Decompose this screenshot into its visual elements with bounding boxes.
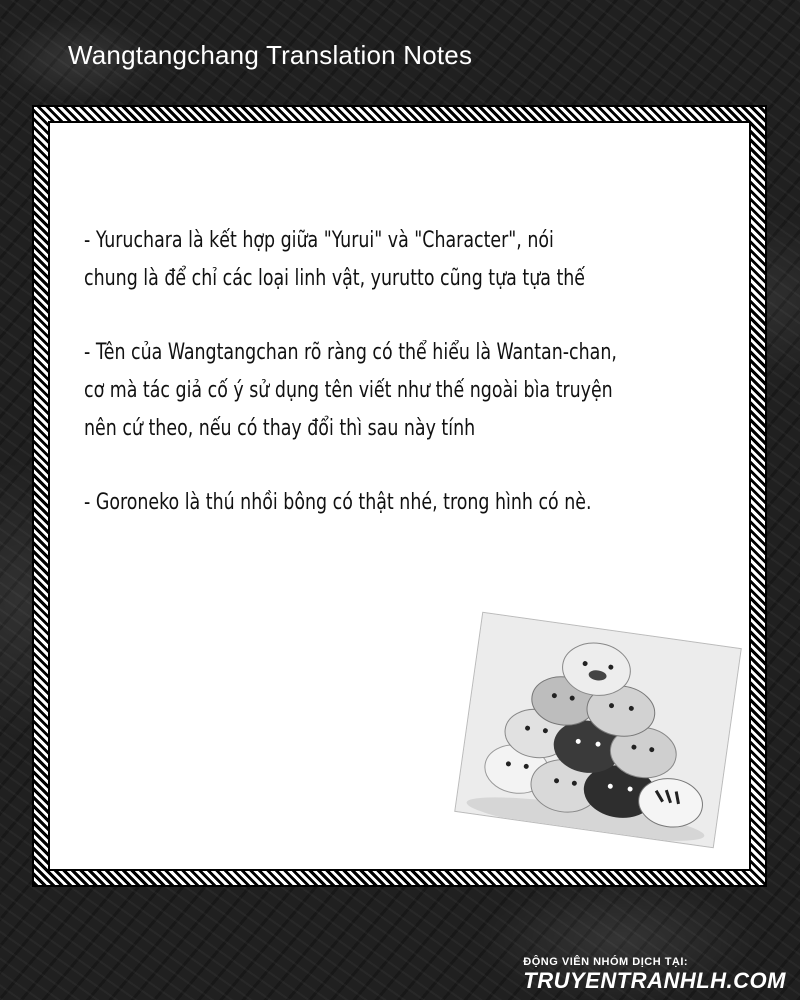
credit-site: TRUYENTRANHLH.COM <box>523 968 786 993</box>
plush-pile-illustration <box>455 613 740 847</box>
note-goroneko: - Goroneko là thú nhồi bông có thật nhé, trong hình có nè. <box>84 490 592 515</box>
page-title: Wangtangchang Translation Notes <box>68 40 473 70</box>
note-yuruchara: - Yuruchara là kết hợp giữa "Yurui" và "Character", nói chung là để chỉ các loại linh vật, yurutto cũng tựa tựa thế <box>84 228 586 291</box>
credit-caption: ĐỘNG VIÊN NHÓM DỊCH TẠI: <box>523 956 689 968</box>
goroneko-plush-photo <box>455 613 740 847</box>
group-credit <box>523 956 786 994</box>
note-wangtangchan: - Tên của Wangtangchan rõ ràng có thể hiểu là Wantan-chan, cơ mà tác giả cố ý sử dụng tên viết như thế ngoài bìa truyện nên cứ theo, nếu có thay đổi thì sau này tính <box>84 340 617 441</box>
notes-list <box>84 222 744 558</box>
